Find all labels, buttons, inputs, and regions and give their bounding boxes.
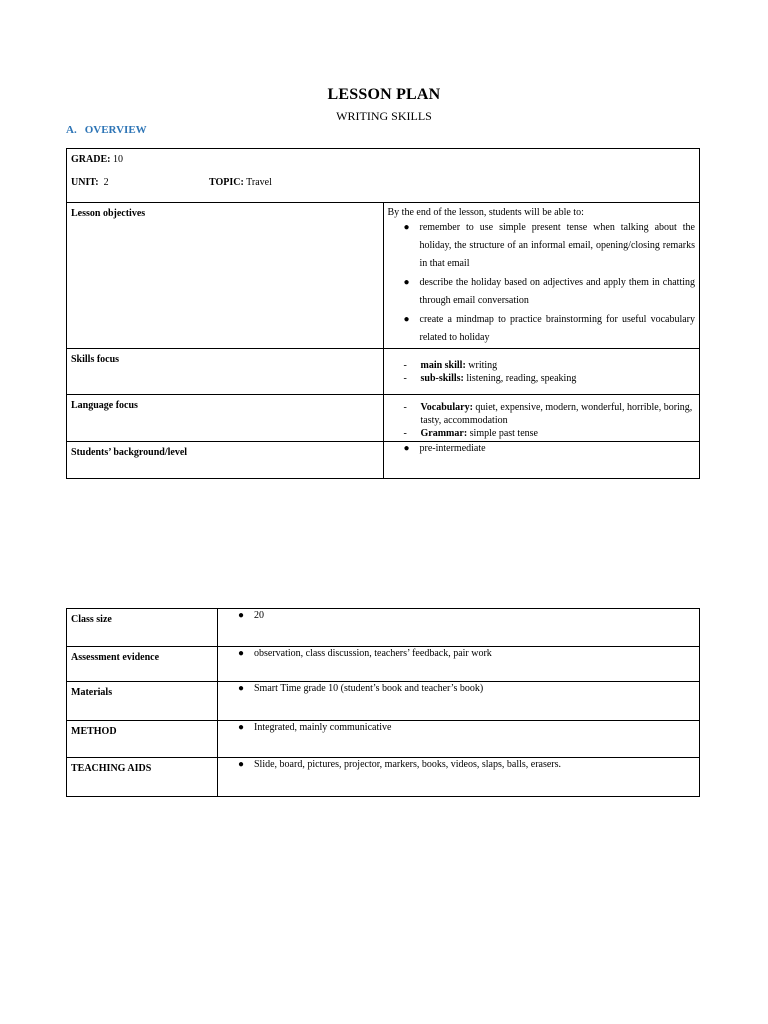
objective-text: describe the holiday based on adjectives and apply them in chatting through email conversation xyxy=(419,277,695,306)
sub-skill-value: listening, reading, speaking xyxy=(463,373,577,384)
grammar-label: Grammar: xyxy=(420,428,468,439)
teaching-aids-value: Slide, board, pictures, projector, markers, books, videos, slaps, balls, erasers. xyxy=(254,759,562,770)
topic-value: Travel xyxy=(243,177,272,188)
grammar-value: simple past tense xyxy=(467,428,538,439)
materials-label: Materials xyxy=(71,687,113,698)
objectives-intro: By the end of the lesson, students will be able to: xyxy=(387,207,584,218)
dash-marker: - xyxy=(403,428,407,439)
materials-list xyxy=(222,682,695,695)
method-label-cell xyxy=(67,721,218,758)
bullet-icon: ● xyxy=(238,683,245,694)
sub-skill-label: sub-skills: xyxy=(420,373,464,384)
grammar-item xyxy=(388,427,696,440)
unit-topic-line xyxy=(71,176,695,189)
class-size-label: Class size xyxy=(71,614,112,625)
teaching-aids-label: TEACHING AIDS xyxy=(71,763,152,774)
objective-item xyxy=(388,274,696,310)
grade-value: 10 xyxy=(110,154,123,165)
vocabulary-value: quiet, expensive, modern, wonderful, horrible, boring, tasty, accommodation xyxy=(420,402,693,426)
bullet-icon: ● xyxy=(403,277,410,288)
details-table xyxy=(66,608,700,797)
grade-label: GRADE: xyxy=(71,154,111,165)
materials-value: Smart Time grade 10 (student’s book and teacher’s book) xyxy=(254,683,484,694)
materials-value-cell xyxy=(218,682,700,721)
dash-marker: - xyxy=(403,373,407,384)
background-row xyxy=(67,442,700,479)
materials-label-cell xyxy=(67,682,218,721)
background-item xyxy=(388,442,696,455)
assessment-row xyxy=(67,647,700,682)
bullet-icon: ● xyxy=(403,314,410,325)
unit-field xyxy=(71,176,209,189)
section-number: A. xyxy=(66,124,77,136)
bullet-icon: ● xyxy=(403,222,410,233)
method-row xyxy=(67,721,700,758)
skills-label: Skills focus xyxy=(71,354,120,365)
class-size-row xyxy=(67,609,700,647)
skills-row xyxy=(67,349,700,395)
skills-list xyxy=(388,359,696,385)
unit-label: UNIT: xyxy=(71,177,99,188)
assessment-list xyxy=(222,647,695,660)
teaching-aids-value-cell xyxy=(218,758,700,797)
method-list xyxy=(222,721,695,734)
class-size-value: 20 xyxy=(254,610,264,621)
bullet-icon: ● xyxy=(238,759,245,770)
objective-item xyxy=(388,219,696,273)
objective-text: create a mindmap to practice brainstorming for useful vocabulary related to holiday xyxy=(419,314,695,343)
background-value-cell xyxy=(383,442,700,479)
bullet-icon: ● xyxy=(238,610,245,621)
language-label: Language focus xyxy=(71,400,138,411)
page-subtitle: WRITING SKILLS xyxy=(336,109,432,123)
assessment-value-cell xyxy=(218,647,700,682)
sub-skill-item xyxy=(388,372,696,385)
materials-row xyxy=(67,682,700,721)
skills-value-cell xyxy=(383,349,700,395)
vocabulary-label: Vocabulary: xyxy=(420,402,473,413)
page-title: LESSON PLAN xyxy=(327,86,441,103)
teaching-aids-label-cell xyxy=(67,758,218,797)
objectives-list xyxy=(388,219,696,347)
section-heading-overview xyxy=(66,124,147,136)
main-skill-label: main skill: xyxy=(420,360,466,371)
class-size-label-cell xyxy=(67,609,218,647)
grade-unit-row xyxy=(67,149,700,203)
vocabulary-item xyxy=(388,401,696,427)
unit-value: 2 xyxy=(98,177,109,188)
teaching-aids-list xyxy=(222,758,695,771)
method-label: METHOD xyxy=(71,726,117,737)
assessment-label: Assessment evidence xyxy=(71,652,160,663)
main-skill-item xyxy=(388,359,696,372)
assessment-item xyxy=(222,647,695,660)
dash-marker: - xyxy=(403,360,407,371)
overview-table xyxy=(66,148,700,479)
language-list xyxy=(388,401,696,440)
background-list xyxy=(388,442,696,455)
main-skill-value: writing xyxy=(465,360,498,371)
materials-item xyxy=(222,682,695,695)
objectives-row xyxy=(67,203,700,349)
skills-label-cell xyxy=(67,349,384,395)
objective-item xyxy=(388,311,696,347)
method-value: Integrated, mainly communicative xyxy=(254,722,392,733)
bullet-icon: ● xyxy=(403,443,410,454)
teaching-aids-item xyxy=(222,758,695,771)
background-value: pre-intermediate xyxy=(419,443,486,454)
objectives-label-cell xyxy=(67,203,384,349)
objectives-value-cell xyxy=(383,203,700,349)
bullet-icon: ● xyxy=(238,722,245,733)
class-size-value-cell xyxy=(218,609,700,647)
class-size-item xyxy=(222,609,695,622)
grade-unit-cell xyxy=(67,149,700,203)
assessment-label-cell xyxy=(67,647,218,682)
background-label-cell xyxy=(67,442,384,479)
method-item xyxy=(222,721,695,734)
language-label-cell xyxy=(67,395,384,442)
language-row xyxy=(67,395,700,442)
teaching-aids-row xyxy=(67,758,700,797)
class-size-list xyxy=(222,609,695,622)
grade-line xyxy=(71,153,695,166)
objective-text: remember to use simple present tense when talking about the holiday, the structure of an informal email, opening/closing remarks in that email xyxy=(419,222,695,269)
topic-label: TOPIC: xyxy=(209,177,244,188)
background-label: Students’ background/level xyxy=(71,447,188,458)
assessment-value: observation, class discussion, teachers’ feedback, pair work xyxy=(254,648,492,659)
method-value-cell xyxy=(218,721,700,758)
objectives-label: Lesson objectives xyxy=(71,208,146,219)
dash-marker: - xyxy=(403,402,407,413)
language-value-cell xyxy=(383,395,700,442)
bullet-icon: ● xyxy=(238,648,245,659)
section-label: OVERVIEW xyxy=(84,124,147,136)
